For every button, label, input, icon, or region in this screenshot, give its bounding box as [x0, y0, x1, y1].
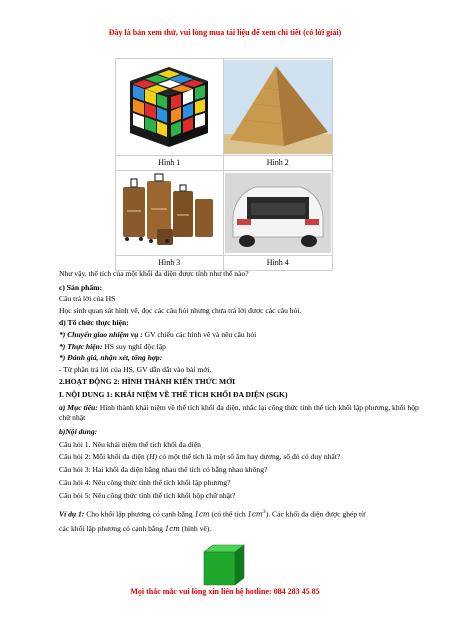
- pyramid-image: [224, 59, 333, 155]
- edge-length-math: 1cm: [194, 510, 210, 519]
- goal-label: a) Mục tiêu:: [59, 403, 98, 412]
- task-label: *) Chuyển giao nhiệm vụ :: [59, 330, 143, 339]
- figure-caption-4: Hình 4: [266, 258, 289, 267]
- content-heading: b)Nội dung:: [59, 427, 98, 436]
- product-heading: c) Sản phẩm:: [59, 283, 103, 292]
- volume-exponent: 3: [262, 509, 266, 515]
- example-text-4: các khối lập phương có cạnh bằng: [59, 524, 165, 533]
- rubiks-cube-image: [116, 59, 223, 155]
- question-text: Như vậy, thể tích của một khối đa diện được tính như thế nào?: [59, 269, 249, 278]
- footer-banner: Mọi thắc mắc vui lòng xin liên hệ hotline: 084 283 45 85: [130, 587, 320, 596]
- figure-caption-2: Hình 2: [266, 158, 289, 167]
- activity-2-heading: 2.HOẠT ĐỘNG 2: HÌNH THÀNH KIẾN THỨC MỚI: [59, 377, 236, 386]
- do-label: *) Thực hiện:: [59, 342, 103, 351]
- product-line-2: Học sinh quan sát hình vẽ, đọc các câu hỏi nhưng chưa trả lời được các câu hỏi.: [59, 306, 302, 315]
- volume-math: 1cm: [247, 510, 263, 519]
- do-line: [59, 342, 429, 352]
- question-5: Câu hỏi 5: Nêu công thức tính thể tích khối hộp chữ nhật?: [59, 491, 236, 500]
- header-banner: Đây là bản xem thử, vui lòng mua tài liệu để xem chi tiết (có lời giải): [108, 28, 342, 37]
- question-2-symbol: (H): [146, 452, 158, 461]
- example-line-1: [59, 507, 429, 520]
- question-2-start: Câu hỏi 2: Mỗi khối đa diện: [59, 452, 147, 461]
- figure-table: [115, 58, 333, 271]
- goal-paragraph: [59, 403, 429, 423]
- task-line: [59, 330, 429, 340]
- example-text-3: ). Các khối đa diện được ghép từ: [265, 509, 366, 519]
- luggage-image: [116, 171, 223, 255]
- green-cube-figure: [202, 543, 246, 592]
- figure-caption-3: Hình 3: [158, 258, 181, 267]
- example-label: Ví dụ 1:: [59, 509, 85, 519]
- figure-caption-1: Hình 1: [158, 158, 181, 167]
- example-line-2: [59, 524, 429, 534]
- example-text-5: (hình vẽ).: [179, 524, 212, 533]
- question-2-end: có một thể tích là một số âm hay dương, số đó có duy nhất?: [157, 452, 341, 461]
- do-text: HS suy nghĩ độc lập: [102, 342, 166, 351]
- question-2: [59, 452, 429, 462]
- eval-text: - Từ phần trả lời của HS, GV dẫn dắt vào bài mới.: [59, 365, 212, 374]
- question-1: Câu hỏi 1. Nêu khái niệm thể tích khối đa diện: [59, 440, 201, 449]
- question-3: Câu hỏi 3: Hai khối đa diện bằng nhau thể tích có bằng nhau không?: [59, 465, 268, 474]
- organize-heading: d) Tổ chức thực hiện:: [59, 318, 129, 327]
- product-line-1: Câu trả lời của HS: [59, 294, 116, 303]
- car-trunk-image: [224, 171, 333, 255]
- section-1-heading: I. NỘI DUNG 1: KHÁI NIỆM VỀ THỂ TÍCH KHỐI ĐA DIỆN (SGK): [59, 390, 288, 399]
- task-text: GV chiếu các hình vẽ và nêu câu hỏi: [142, 330, 257, 339]
- example-text-1: Cho khối lập phương có cạnh bằng: [84, 509, 195, 519]
- example-text-2: (có thể tích: [209, 509, 248, 519]
- question-4: Câu hỏi 4: Nêu công thức tính thể tích khối lập phương?: [59, 478, 231, 487]
- edge-length-math-2: 1cm: [164, 525, 180, 533]
- eval-label: *) Đánh giá, nhận xét, tổng hợp:: [59, 353, 163, 362]
- goal-text: Hình thành khái niệm về thể tích khối đa diện, nhắc lại công thức tính thể tích khối lập phương, khối hộp chữ nhật: [59, 403, 419, 423]
